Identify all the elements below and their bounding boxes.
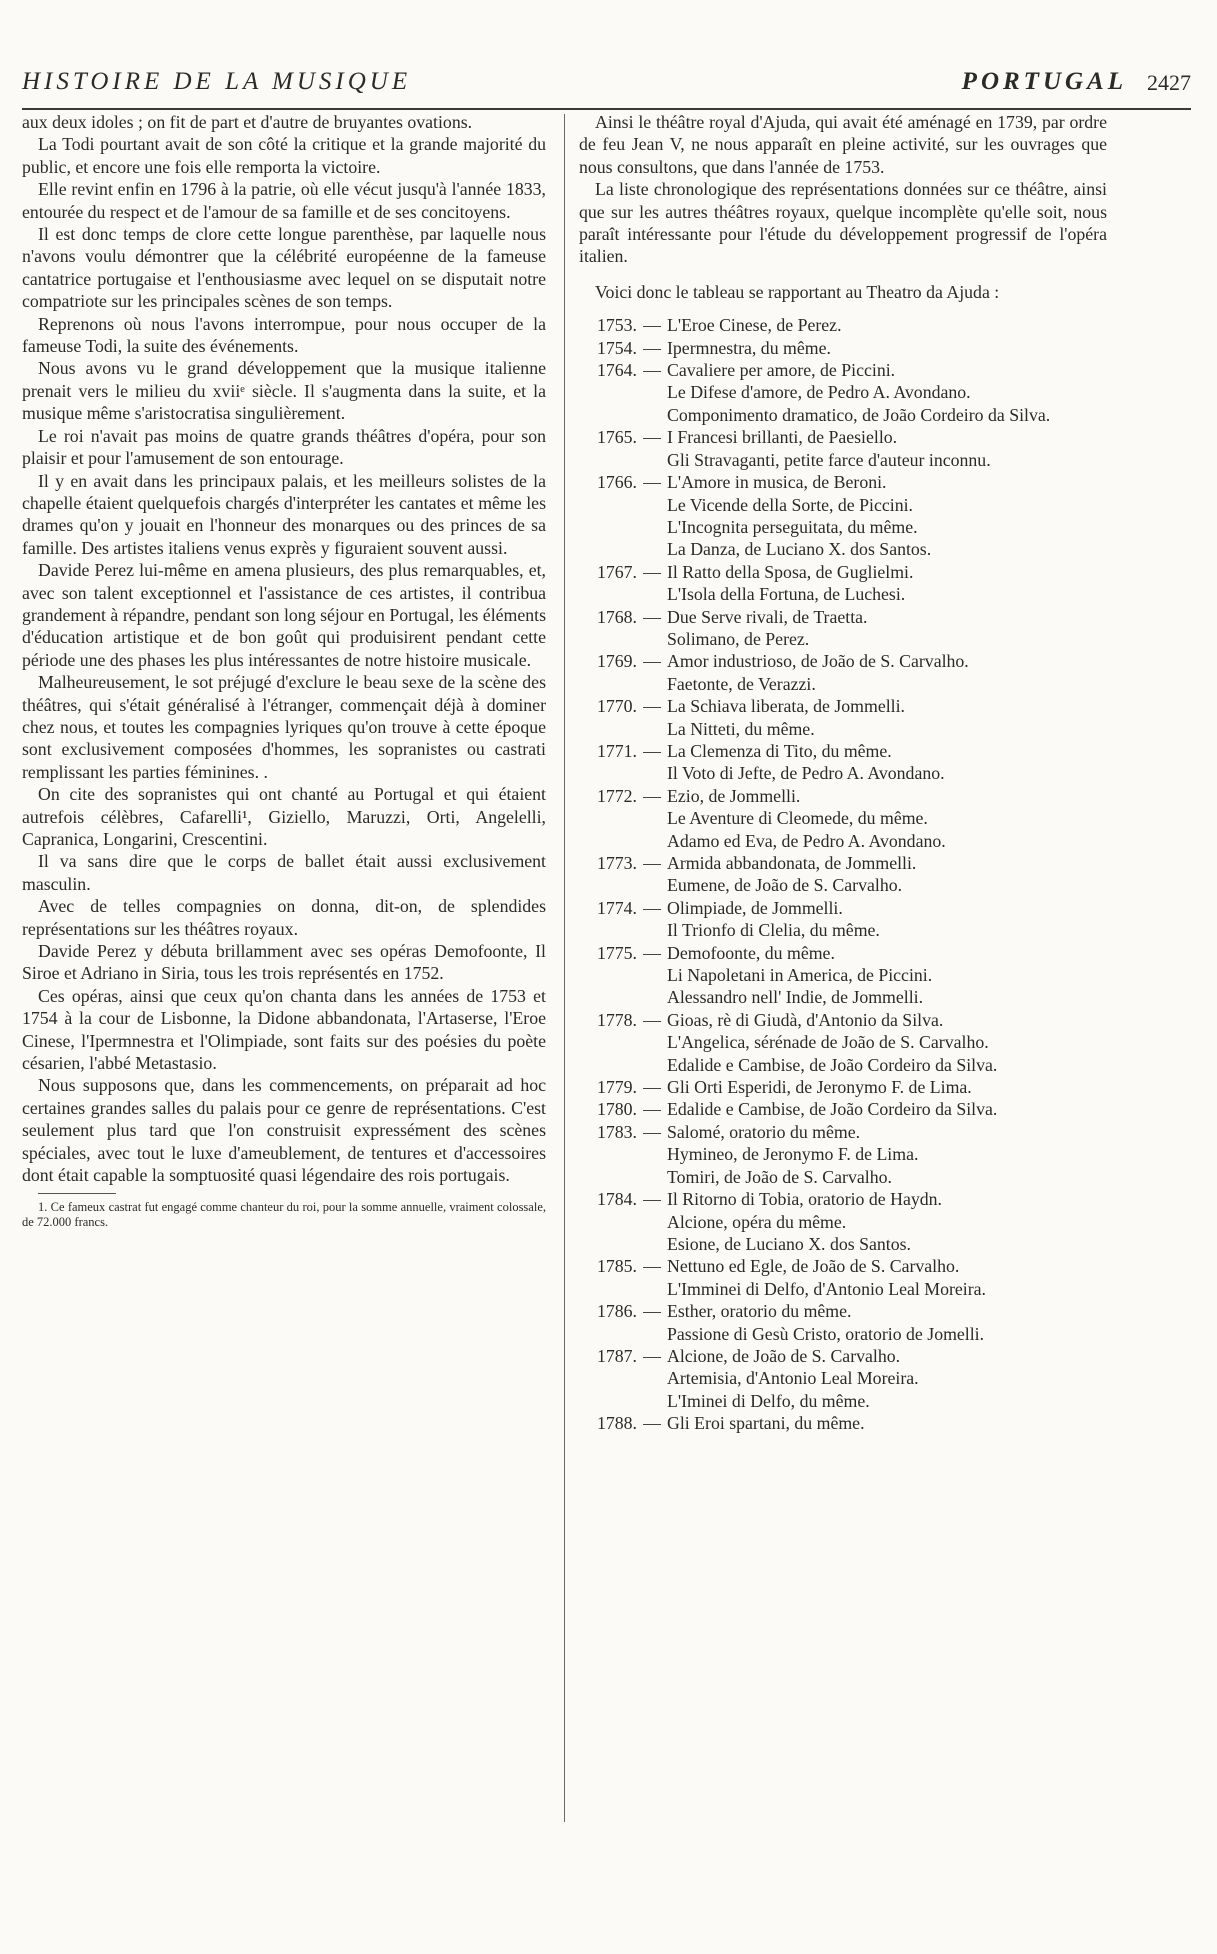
footnote: 1. Ce fameux castrat fut engagé comme chanteur du roi, pour la somme annuelle, vraiment colossale, de 72.000 francs. <box>22 1199 546 1229</box>
list-item <box>579 1412 1107 1434</box>
entry-year: 1784. <box>596 1189 637 1210</box>
running-header <box>22 68 1191 110</box>
entry-works <box>667 471 1107 561</box>
entry-year: 1783. <box>596 1121 637 1142</box>
paragraph: Reprenons où nous l'avons interrompue, pour nous occuper de la fameuse Todi, la suite des événements. <box>22 313 546 357</box>
paragraph: La Todi pourtant avait de son côté la critique et la grande majorité du public, et encore une fois elle remporta la victoire. <box>22 134 546 177</box>
entry-dash: — <box>643 740 661 761</box>
work-title: Solimano, de Perez. <box>667 628 810 649</box>
paragraph: aux deux idoles ; on fit de part et d'autre de bruyantes ovations. <box>22 112 473 132</box>
list-item <box>579 606 1107 651</box>
work-title: La Danza, de Luciano X. dos Santos. <box>667 539 932 560</box>
entry-year: 1773. <box>596 853 637 873</box>
work-title: La Clemenza di Tito, du même. <box>667 740 892 761</box>
paragraph: Elle revint enfin en 1796 à la patrie, où elle vécut jusqu'à l'année 1833, entourée du respect et de l'amour de sa famille et de ses concitoyens. <box>22 179 546 222</box>
paragraph: Il va sans dire que le corps de ballet était aussi exclusivement masculin. <box>22 851 546 894</box>
entry-dash: — <box>643 651 661 672</box>
entry-year: 1753. <box>596 315 637 336</box>
entry-dash: — <box>643 1345 661 1366</box>
entry-year: 1779. <box>596 1077 637 1098</box>
entry-dash: — <box>643 1009 661 1030</box>
entry-works <box>667 785 1107 852</box>
work-title: La Nitteti, du même. <box>667 718 815 739</box>
header-title: HISTOIRE DE LA MUSIQUE <box>22 68 412 95</box>
list-item <box>579 1098 1107 1120</box>
entry-dash: — <box>643 561 661 582</box>
work-title: L'Iminei di Delfo, du même. <box>667 1390 870 1411</box>
list-item <box>579 359 1107 426</box>
work-title: Esther, oratorio du même. <box>667 1301 852 1322</box>
entry-year: 1769. <box>596 651 637 672</box>
entry-dash: — <box>643 606 661 627</box>
work-title: Il Ratto della Sposa, de Guglielmi. <box>667 561 914 582</box>
paragraph: Nous supposons que, dans les commencements, on préparait ad hoc certaines grandes salles du palais pour ce genre de représentations. C'est seulement plus tard que l'on construisit expressément des scènes spéciales, avec tout le luxe d'ameublement, de tentures et d'accessoires dont était capable la somptuosité quasi légendaire des rois portugais. <box>22 1075 546 1186</box>
work-title: Le Difese d'amore, de Pedro A. Avondano. <box>667 382 971 403</box>
work-title: Gli Orti Esperidi, de Jeronymo F. de Lima. <box>667 1077 972 1098</box>
entry-works <box>667 1255 1107 1300</box>
entry-works <box>667 1076 1107 1098</box>
entry-works <box>667 1188 1107 1255</box>
right-column <box>579 111 1107 1435</box>
work-title: L'Amore in musica, de Beroni. <box>667 472 887 493</box>
entry-works <box>667 1412 1107 1434</box>
list-item <box>579 897 1107 942</box>
work-title: L'Angelica, sérénade de João de S. Carvalho. <box>667 1032 989 1053</box>
entry-year: 1788. <box>596 1413 637 1434</box>
entry-works <box>667 1121 1107 1188</box>
entry-dash: — <box>643 315 661 336</box>
work-title: Le Aventure di Cleomede, du même. <box>667 808 928 829</box>
entry-works <box>667 852 1107 897</box>
paragraph: Davide Perez lui-même en amena plusieurs, des plus remarquables, et, avec son talent exceptionnel et l'assistance de ces artistes, il contribua grandement à répandre, pendant son long séjour en Portugal, les éléments d'éducation artistique et de bon goût qui produisirent pendant cette période une des phases les plus intéressantes de notre histoire musicale. <box>22 560 546 670</box>
entry-year: 1771. <box>596 740 637 761</box>
entry-year: 1772. <box>596 785 637 806</box>
entry-year: 1768. <box>596 606 637 627</box>
left-column <box>22 111 546 1230</box>
work-title: Due Serve rivali, de Traetta. <box>667 606 868 627</box>
entry-year: 1786. <box>596 1301 637 1322</box>
entry-year: 1754. <box>596 337 637 358</box>
entry-year: 1767. <box>596 561 637 582</box>
entry-dash: — <box>643 897 661 918</box>
column-divider <box>564 114 565 1822</box>
list-item <box>579 942 1107 1009</box>
entry-year: 1775. <box>596 942 637 963</box>
entry-works <box>667 337 1107 359</box>
work-title: Edalide e Cambise, de João Cordeiro da Silva. <box>667 1099 998 1120</box>
list-item <box>579 561 1107 606</box>
entry-works <box>667 897 1107 942</box>
list-item <box>579 1121 1107 1188</box>
work-title: Faetonte, de Verazzi. <box>667 673 816 694</box>
work-title: Salomé, oratorio du même. <box>667 1121 861 1142</box>
table-intro: Voici donc le tableau se rapportant au Theatro da Ajuda : <box>595 281 1000 302</box>
work-title: Amor industrioso, de João de S. Carvalho. <box>667 651 969 672</box>
entry-dash: — <box>643 1301 661 1322</box>
work-title: Hymineo, de Jeronymo F. de Lima. <box>667 1144 919 1165</box>
entry-dash: — <box>643 942 661 963</box>
list-item <box>579 1255 1107 1300</box>
work-title: Olimpiade, de Jommelli. <box>667 897 843 918</box>
paragraph: Ces opéras, ainsi que ceux qu'on chanta dans les années de 1753 et 1754 à la cour de Lisbonne, la Didone abbandonata, l'Artaserse, l'Eroe Cinese, l'Ipermnestra et l'Olimpiade, sont faits sur des poésies du poète césarien, l'abbé Metastasio. <box>22 985 546 1074</box>
entry-dash: — <box>643 696 661 717</box>
work-title: Ipermnestra, du même. <box>667 337 831 358</box>
work-title: Componimento dramatico, de João Cordeiro da Silva. <box>667 404 1051 425</box>
paragraph: Il est donc temps de clore cette longue parenthèse, par laquelle nous n'avons voulu démontrer que la célébrité européenne de la fameuse cantatrice portugaise et l'enthousiasme avec lequel on se disputait notre compatriote sur les principales scènes de son temps. <box>22 224 546 312</box>
entry-works <box>667 740 1107 785</box>
footnote-rule <box>38 1193 116 1194</box>
list-item <box>579 314 1107 336</box>
entry-year: 1785. <box>596 1256 637 1277</box>
list-item <box>579 1345 1107 1412</box>
work-title: Alcione, de João de S. Carvalho. <box>667 1345 901 1366</box>
entry-year: 1764. <box>596 360 637 381</box>
work-title: Passione di Gesù Cristo, oratorio de Jomelli. <box>667 1323 985 1344</box>
entry-dash: — <box>643 1077 661 1098</box>
work-title: L'Isola della Fortuna, de Luchesi. <box>667 584 906 605</box>
work-title: Il Trionfo di Clelia, du même. <box>667 920 880 941</box>
work-title: Alcione, opéra du même. <box>667 1211 847 1232</box>
entry-dash: — <box>643 1099 661 1120</box>
list-item <box>579 337 1107 359</box>
entry-dash: — <box>643 1256 661 1277</box>
entry-year: 1765. <box>596 427 637 448</box>
entry-dash: — <box>643 1413 661 1434</box>
entry-dash: — <box>643 427 661 448</box>
paragraph: La liste chronologique des représentations données sur ce théâtre, ainsi que sur les autres théâtres royaux, quelque incomplète qu'elle soit, nous paraît intéressante pour l'étude du développement progressif de l'opéra italien. <box>579 179 1107 267</box>
entry-works <box>667 561 1107 606</box>
list-item <box>579 740 1107 785</box>
list-item <box>579 1300 1107 1345</box>
work-title: Cavaliere per amore, de Piccini. <box>667 360 896 381</box>
entry-works <box>667 314 1107 336</box>
work-title: L'Incognita perseguitata, du même. <box>667 516 918 537</box>
work-title: Le Vicende della Sorte, de Piccini. <box>667 494 913 515</box>
work-title: Gli Stravaganti, petite farce d'auteur inconnu. <box>667 449 991 470</box>
work-title: Il Voto di Jefte, de Pedro A. Avondano. <box>667 763 945 784</box>
work-title: L'Imminei di Delfo, d'Antonio Leal Moreira. <box>667 1278 986 1299</box>
entry-year: 1787. <box>596 1345 637 1366</box>
entry-year: 1778. <box>596 1009 637 1030</box>
entry-year: 1774. <box>596 897 637 918</box>
list-item <box>579 695 1107 740</box>
work-title: Gli Eroi spartani, du même. <box>667 1413 865 1434</box>
list-item <box>579 852 1107 897</box>
list-item <box>579 426 1107 471</box>
paragraph: Nous avons vu le grand développement que la musique italienne prenait vers le milieu du xviiᵉ siècle. Il s'augmenta dans la suite, et la musique même s'aristocratisa singulièrement. <box>22 358 546 424</box>
entry-works <box>667 1009 1107 1076</box>
work-title: L'Eroe Cinese, de Perez. <box>667 315 842 336</box>
paragraph: Avec de telles compagnies on donna, dit-on, de splendides représentations sur les théâtres royaux. <box>22 896 546 939</box>
list-item <box>579 1009 1107 1076</box>
work-title: Demofoonte, du même. <box>667 942 835 963</box>
entry-dash: — <box>643 1189 661 1210</box>
work-title: Edalide e Cambise, de João Cordeiro da Silva. <box>667 1054 998 1075</box>
entry-year: 1766. <box>596 472 637 493</box>
work-title: Adamo ed Eva, de Pedro A. Avondano. <box>667 830 946 851</box>
work-title: Gioas, rè di Giudà, d'Antonio da Silva. <box>667 1009 944 1030</box>
list-item <box>579 1076 1107 1098</box>
paragraph: On cite des sopranistes qui ont chanté au Portugal et qui étaient autrefois célèbres, Cafarelli¹, Giziello, Maruzzi, Orti, Angelelli, Capranica, Longarini, Crescentini. <box>22 784 546 849</box>
entry-year: 1780. <box>596 1099 637 1120</box>
entry-dash: — <box>643 337 661 358</box>
work-title: Il Ritorno di Tobia, oratorio de Haydn. <box>667 1189 942 1210</box>
paragraph: Davide Perez y débuta brillamment avec ses opéras Demofoonte, Il Siroe et Adriano in Siria, tous les trois représentés en 1752. <box>22 941 546 984</box>
entry-dash: — <box>643 472 661 493</box>
entry-works <box>667 606 1107 651</box>
paragraph: Il y en avait dans les principaux palais, et les meilleurs solistes de la chapelle étaient quelquefois chargés d'interpréter les cantates et même les drames qu'on y jouait en l'honneur des monarques ou des princes de sa famille. Des artistes italiens venus exprès y figuraient souvent aussi. <box>22 470 546 558</box>
entry-works <box>667 695 1107 740</box>
work-title: Ezio, de Jommelli. <box>667 785 801 806</box>
list-item <box>579 471 1107 561</box>
work-title: Eumene, de João de S. Carvalho. <box>667 875 903 896</box>
entry-year: 1770. <box>596 696 637 717</box>
paragraph: Ainsi le théâtre royal d'Ajuda, qui avait été aménagé en 1739, par ordre de feu Jean V, ne nous apparaît en pleine activité, sur les ouvrages que nous consultons, que dans l'année de 1753. <box>579 112 1107 177</box>
entry-dash: — <box>643 360 661 381</box>
work-title: I Francesi brillanti, de Paesiello. <box>667 427 898 448</box>
list-item <box>579 1188 1107 1255</box>
entry-works <box>667 1345 1107 1412</box>
work-title: Armida abbandonata, de Jommelli. <box>667 853 917 873</box>
work-title: Artemisia, d'Antonio Leal Moreira. <box>667 1368 919 1389</box>
entry-works <box>667 359 1107 426</box>
work-title: Li Napoletani in America, de Piccini. <box>667 965 933 986</box>
entry-works <box>667 1300 1107 1345</box>
paragraph: Le roi n'avait pas moins de quatre grands théâtres d'opéra, pour son plaisir et pour l'amusement de son entourage. <box>22 425 546 469</box>
list-item <box>579 785 1107 852</box>
paragraph: Malheureusement, le sot préjugé d'exclure le beau sexe de la scène des théâtres, qui s'était généralisé à l'étranger, commençait déjà à dominer chez nous, et toutes les compagnies lyriques qu'on trouve à cette époque sont exclusivement composées d'hommes, les sopranistes ou castrati remplissant les parties féminines. . <box>22 672 546 782</box>
entry-works <box>667 1098 1107 1120</box>
entry-dash: — <box>643 853 661 873</box>
page-number: 2427 <box>1147 70 1191 95</box>
work-title: La Schiava liberata, de Jommelli. <box>667 696 905 717</box>
work-title: Nettuno ed Egle, de João de S. Carvalho. <box>667 1256 960 1277</box>
list-item <box>579 650 1107 695</box>
work-title: Esione, de Luciano X. dos Santos. <box>667 1233 911 1254</box>
entry-works <box>667 942 1107 1009</box>
entry-dash: — <box>643 1121 661 1142</box>
repertoire-list <box>579 314 1107 1434</box>
entry-works <box>667 650 1107 695</box>
entry-dash: — <box>643 785 661 806</box>
entry-works <box>667 426 1107 471</box>
work-title: Tomiri, de João de S. Carvalho. <box>667 1166 892 1187</box>
work-title: Alessandro nell' Indie, de Jommelli. <box>667 987 924 1008</box>
header-section: PORTUGAL <box>961 68 1127 95</box>
